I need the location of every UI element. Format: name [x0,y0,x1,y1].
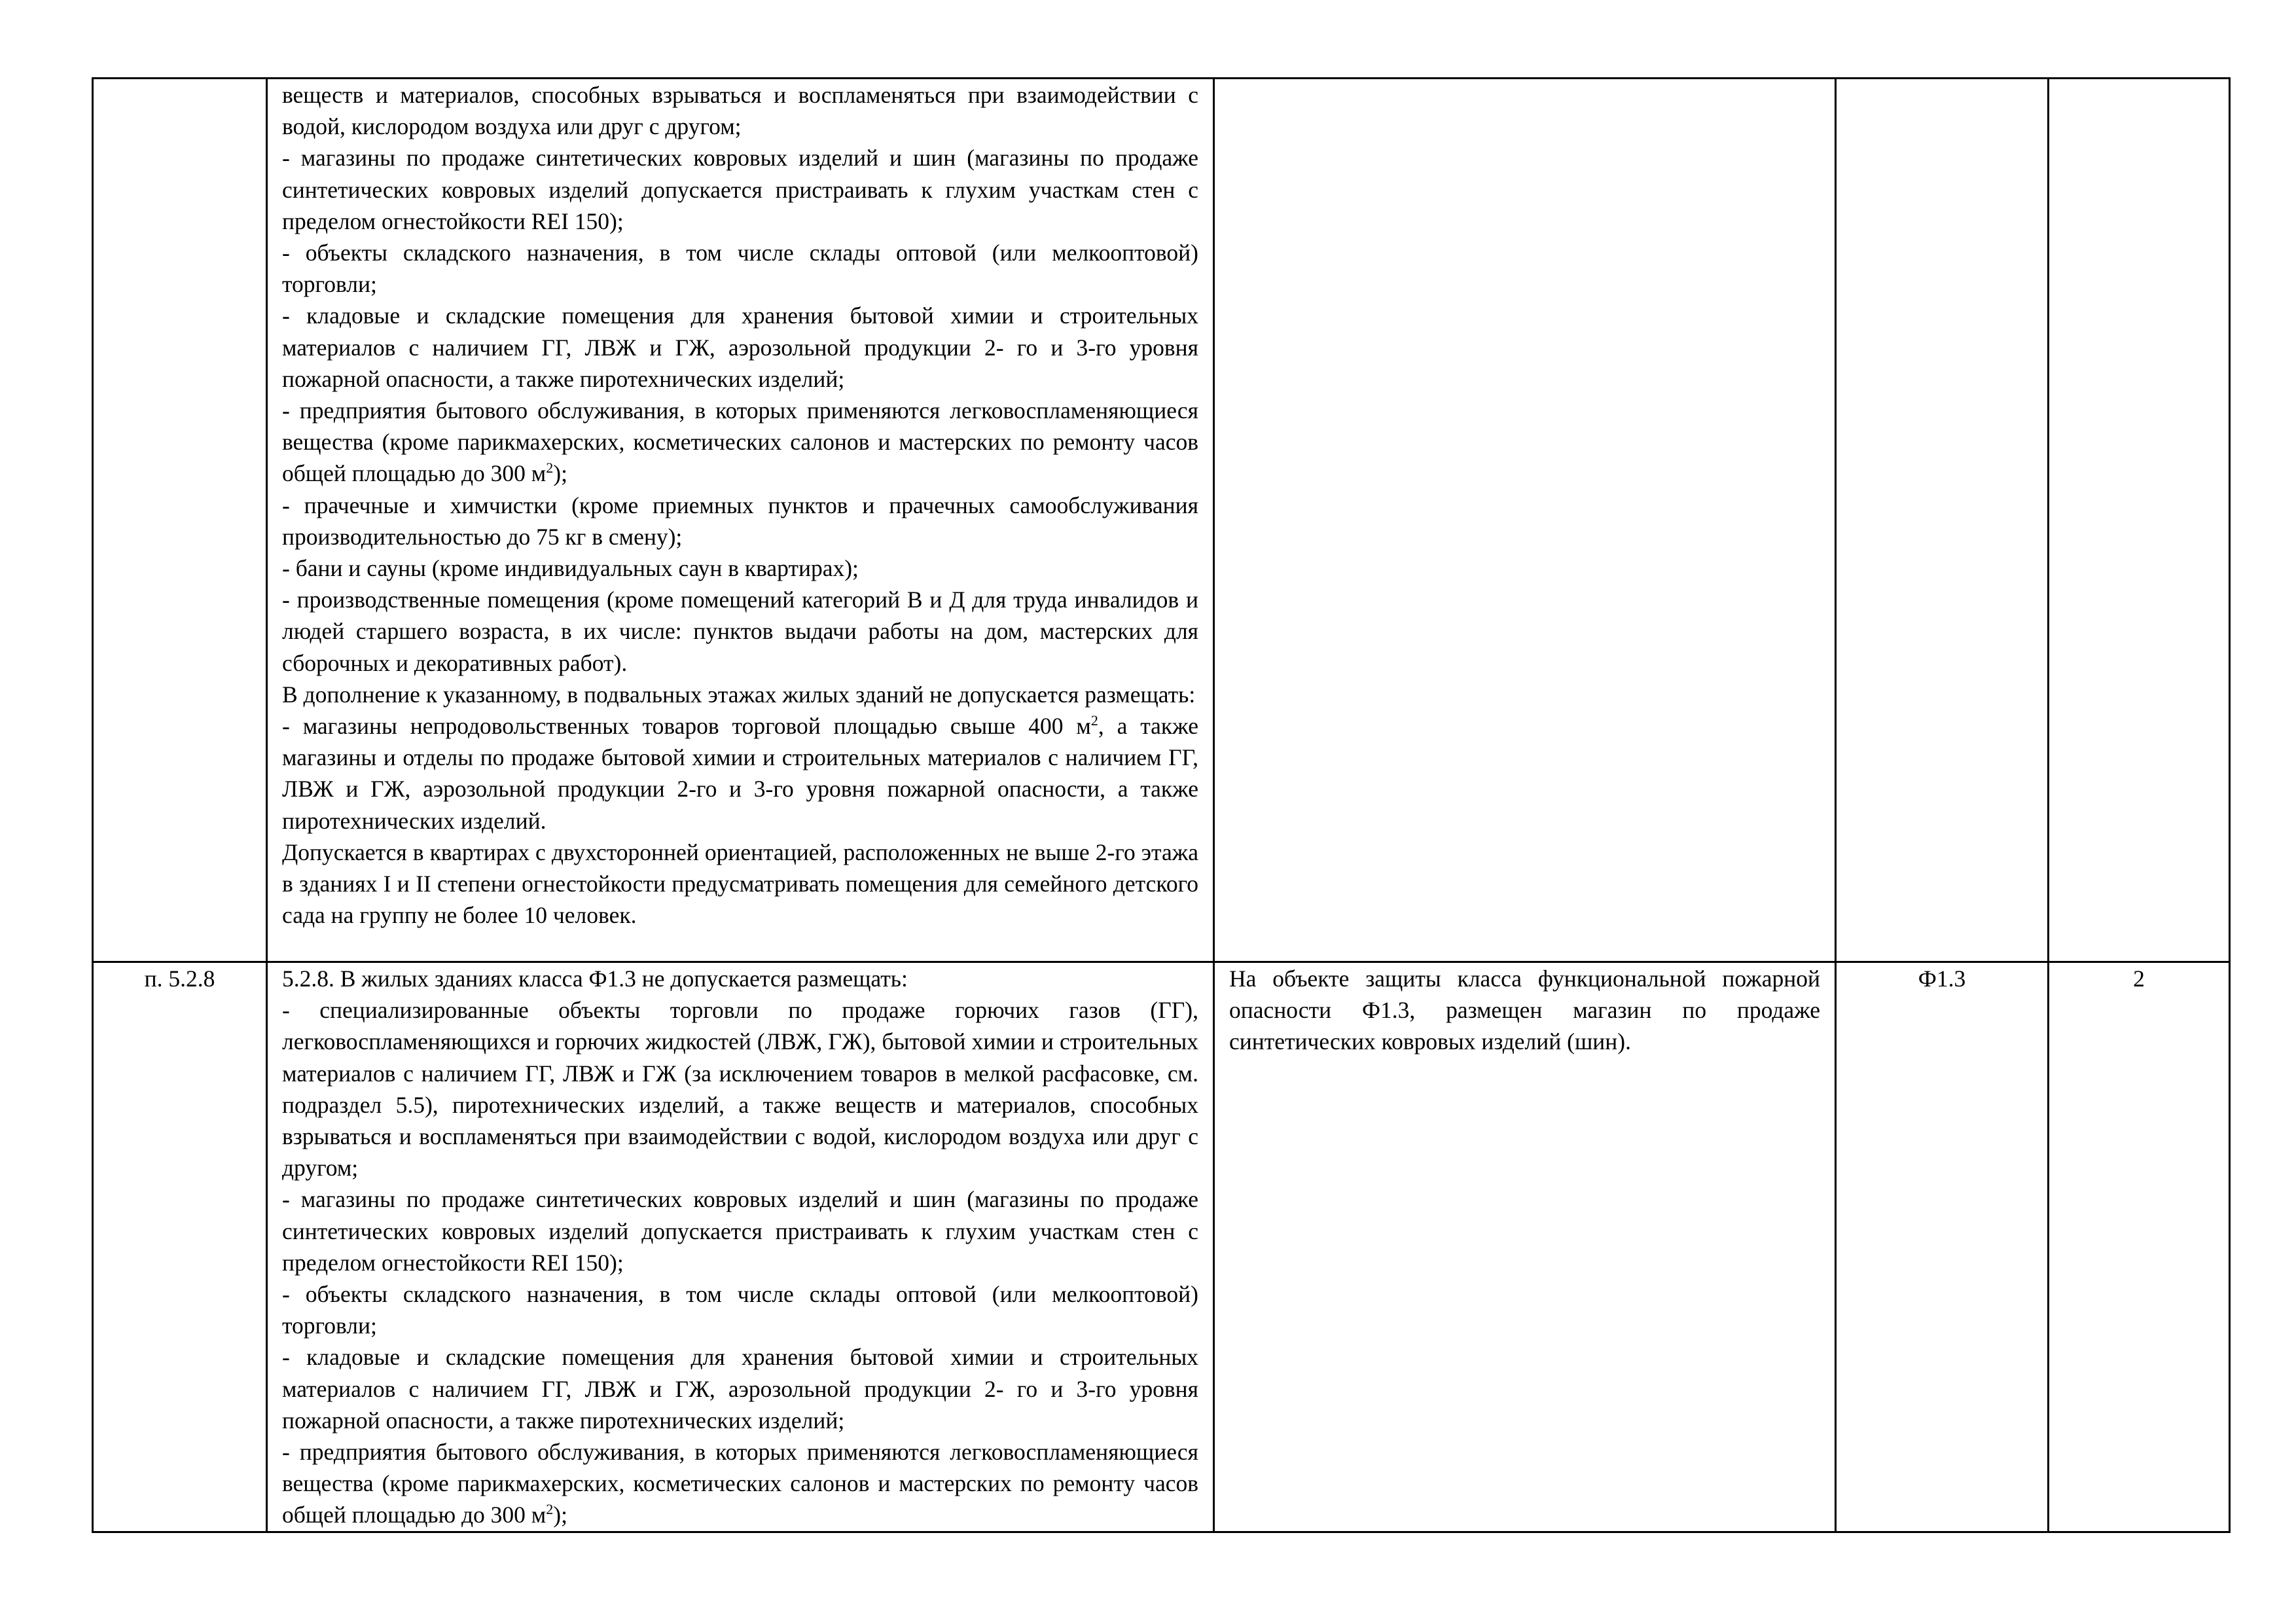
requirement-paragraph: Допускается в квартирах с двухсторонней ориентацией, расположенных не выше 2-го этажа в зданиях I и II степени огнестойкости предусматривать помещения для семейного детского сада на группу не более 10 человек. [282,839,1198,929]
superscript: 2 [546,460,554,477]
violation-cell: На объекте защиты класса функциональной пожарной опасности Ф1.3, размещен магазин по продаже синтетических ковровых изделий (шин). [1214,962,1836,1532]
requirement-paragraph [282,1436,1198,1531]
requirement-paragraph: 5.2.8. В жилых зданиях класса Ф1.3 не допускается размещать: [282,965,908,992]
requirement-cell [267,79,1214,962]
superscript: 2 [1090,712,1098,729]
class-cell [1836,79,2049,962]
requirement-paragraph: - прачечные и химчистки (кроме приемных пунктов и прачечных самообслуживания производительностью до 75 кг в смену); [282,492,1198,550]
class-cell: Ф1.3 [1836,962,2049,1532]
violations-table [92,77,2231,1533]
requirement-paragraph [282,710,1198,837]
requirement-paragraph: - бани и сауны (кроме индивидуальных саун в квартирах); [282,555,859,582]
requirement-paragraph: - кладовые и складские помещения для хранения бытовой химии и строительных материалов с наличием ГГ, ЛВЖ и ГЖ, аэрозольной продукции 2- го и 3-го уровня пожарной опасности, а также пиротехнических изделий; [282,302,1198,392]
table-row [93,962,2230,1532]
number-cell [2049,79,2230,962]
requirement-paragraph: - кладовые и складские помещения для хранения бытовой химии и строительных материалов с наличием ГГ, ЛВЖ и ГЖ, аэрозольной продукции 2- го и 3-го уровня пожарной опасности, а также пиротехнических изделий; [282,1344,1198,1434]
requirement-paragraph: - объекты складского назначения, в том числе склады оптовой (или мелкооптовой) торговли; [282,240,1198,298]
ref-cell: п. 5.2.8 [93,962,267,1532]
table-row [93,79,2230,962]
requirement-text: - предприятия бытового обслуживания, в которых применяются легковоспламеняющиеся вещества (кроме парикмахерских, косметических салонов и мастерских по ремонту часов общей площадью до 300 м [282,397,1198,487]
requirement-cell [267,962,1214,1532]
requirement-paragraph: - специализированные объекты торговли по продаже горючих газов (ГГ), легковоспламеняющихся и горючих жидкостей (ЛВЖ, ГЖ), бытовой химии и строительных материалов с наличием ГГ, ЛВЖ и ГЖ (за исключением товаров в мелкой расфасовке, см. подраздел 5.5), пиротехнических изделий, а также веществ и материалов, способных взрываться и воспламеняться при взаимодействии с водой, кислородом воздуха или друг с другом; [282,997,1198,1182]
requirement-paragraph: В дополнение к указанному, в подвальных этажах жилых зданий не допускается размещать: [282,681,1196,708]
requirement-paragraph: - производственные помещения (кроме помещений категорий В и Д для труда инвалидов и людей старшего возраста, в их числе: пунктов выдачи работы на дом, мастерских для сборочных и декоративных работ). [282,586,1198,676]
requirement-text: - предприятия бытового обслуживания, в которых применяются легковоспламеняющиеся вещества (кроме парикмахерских, косметических салонов и мастерских по ремонту часов общей площадью до 300 м [282,1439,1198,1528]
requirement-paragraph: - магазины по продаже синтетических ковровых изделий и шин (магазины по продаже синтетических ковровых изделий допускается пристраивать к глухим участкам стен с пределом огнестойкости REI 150); [282,145,1198,234]
requirement-text: - магазины непродовольственных товаров торговой площадью свыше 400 м [282,713,1091,740]
superscript: 2 [546,1501,554,1518]
requirement-paragraph: - магазины по продаже синтетических ковровых изделий и шин (магазины по продаже синтетических ковровых изделий допускается пристраивать к глухим участкам стен с пределом огнестойкости REI 150); [282,1186,1198,1276]
number-cell: 2 [2049,962,2230,1532]
violation-cell [1214,79,1836,962]
requirement-paragraph: веществ и материалов, способных взрываться и воспламеняться при взаимодействии с водой, кислородом воздуха или друг с другом; [282,82,1198,140]
requirement-text-end: ); [553,1502,567,1528]
ref-cell [93,79,267,962]
requirement-paragraph: - объекты складского назначения, в том числе склады оптовой (или мелкооптовой) торговли; [282,1281,1198,1339]
requirement-paragraph [282,395,1198,490]
requirement-text-end: ); [553,460,567,487]
requirement-text-end: , а также магазины и отделы по продаже бытовой химии и строительных материалов с наличием ГГ, ЛВЖ и ГЖ, аэрозольной продукции 2-го и 3-го уровня пожарной опасности, а также пиротехнических изделий. [282,713,1198,834]
